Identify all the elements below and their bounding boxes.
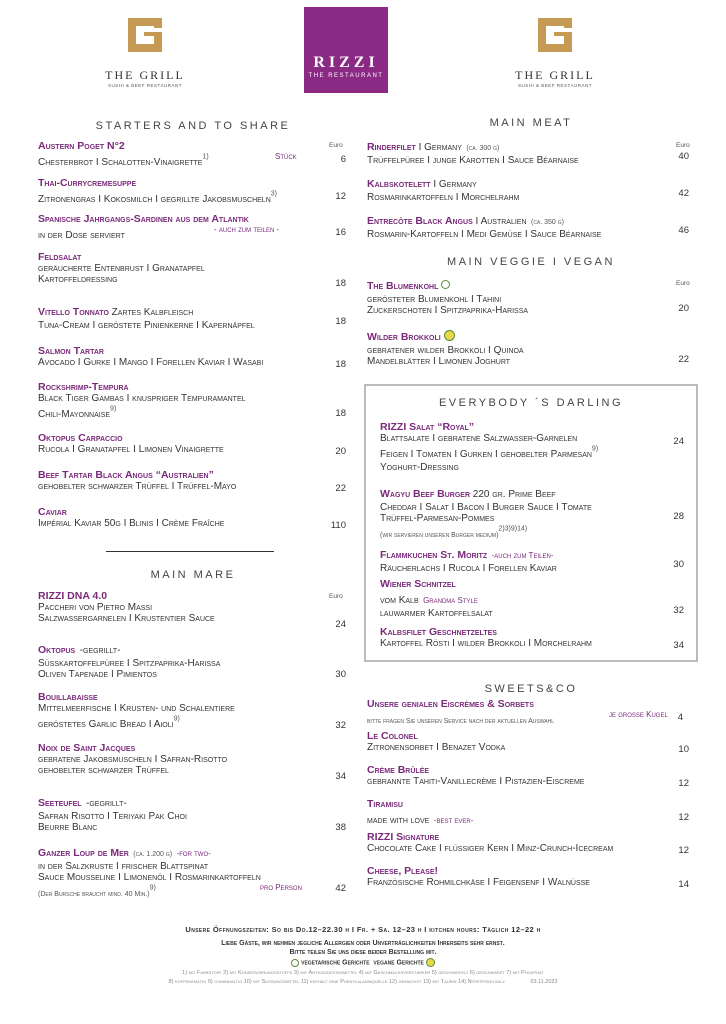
item-title: Crème Brûlée — [367, 764, 430, 776]
item-desc: Sauce Mousseline I Limonenöl I Rosmarinkartoffeln — [38, 872, 261, 883]
item-price: 20 — [678, 303, 689, 314]
item-desc: gebratene Jakobsmuscheln I Safran-Risotto — [38, 754, 228, 765]
item-desc: Blattsalate I gebratene Salzwasser-Garnelen — [380, 433, 578, 444]
item-title: Tiramisu — [367, 798, 403, 810]
item-price: 18 — [335, 359, 346, 370]
right-brand: THE GRILL — [515, 68, 595, 82]
item-note: bitte fragen Sie unseren Service nach der aktuellen Auswahl — [367, 718, 554, 725]
starters-euro: Euro — [329, 142, 343, 149]
item-price: 30 — [673, 559, 684, 570]
item-tag: -gegrillt- — [86, 798, 127, 809]
item-desc: Rosmarin-Kartoffeln I Medi Gemüse I Sauce Béarnaise — [367, 229, 602, 240]
item-price: 12 — [678, 778, 689, 789]
item-desc: Feigen I Tomaten I Gurken I gehobelter Parmesan — [380, 449, 592, 460]
menu-item — [367, 137, 689, 166]
item-price: 30 — [335, 669, 346, 680]
item-sup: 3) — [270, 190, 277, 198]
item-title: Seeteufel — [38, 797, 82, 809]
meat-heading: MAIN MEAT — [489, 117, 573, 129]
item-price: 6 — [340, 154, 346, 165]
item-tag: -best ever- — [433, 816, 474, 825]
menu-item — [38, 843, 348, 901]
menu-item — [38, 432, 348, 455]
item-price: 18 — [335, 316, 346, 327]
item-title: Feldsalat — [38, 251, 82, 263]
item-title: RIZZI Signature — [367, 831, 440, 843]
item-price: 24 — [335, 619, 346, 630]
vegetarian-leaf-icon — [441, 280, 450, 289]
item-title: Wagyu Beef Burger — [380, 488, 471, 500]
allergy-notice: Liebe Gäste, wir nehmen jegliche Allergien oder Unverträglichkeiten Ihrerseits sehr ernst. — [221, 940, 505, 947]
item-sup: 2)3)9)14) — [498, 525, 528, 533]
item-desc: Paccheri von Pietro Massi — [38, 602, 153, 613]
item-desc: Yoghurt-Dressing — [380, 462, 459, 473]
item-qty: (ca. 1.200 g) — [133, 851, 173, 858]
grill-logo-icon — [538, 18, 572, 52]
additives-list-2 — [0, 979, 726, 985]
item-price: 18 — [335, 278, 346, 289]
item-desc: vom Kalb — [380, 595, 419, 606]
sweets-heading: SWEETS&CO — [484, 683, 578, 695]
item-price: 28 — [673, 511, 684, 522]
left-sub: SUSHI & BEEF RESTAURANT — [108, 83, 182, 88]
menu-item — [380, 421, 685, 473]
menu-item — [367, 698, 689, 728]
item-desc: Beurre Blanc — [38, 822, 98, 833]
item-price: 42 — [678, 188, 689, 199]
menu-item — [38, 213, 348, 243]
item-desc: Mandelblätter I Limonen Joghurt — [367, 356, 511, 367]
item-title: Unsere genialen Eiscrèmes & Sorbets — [367, 698, 534, 710]
item-desc: Tuna-Cream I geröstete Pinienkerne I Kapernäpfel — [38, 320, 255, 331]
menu-item — [380, 626, 685, 649]
item-tag: Stück — [275, 152, 297, 161]
menu-item — [38, 640, 348, 680]
item-desc: Chili-Mayonnaise — [38, 409, 111, 420]
item-desc: Zitronengras I Kokosmilch I gegrillte Jakobsmuscheln — [38, 194, 271, 205]
item-tag: je große Kugel — [609, 710, 668, 719]
item-title: Ganzer Loup de Mer — [38, 847, 129, 859]
item-tag: -gegrillt- — [79, 645, 121, 656]
menu-item — [367, 211, 689, 240]
item-desc: Black Tiger Gambas I knuspriger Tempuramantel — [38, 393, 246, 404]
item-title: Noix de Saint Jacques — [38, 742, 136, 754]
print-date: 03.11.2023 — [530, 979, 558, 985]
item-note: (wir servieren unseren Burger medium) — [380, 532, 499, 539]
item-title: Le Colonel — [367, 730, 418, 742]
item-price: 14 — [678, 879, 689, 890]
item-price: 34 — [673, 640, 684, 651]
item-desc: gebrannte Tahiti-Vanillecrème I Pistazien-Eiscreme — [367, 776, 585, 787]
item-desc: Kartoffeldressing — [38, 274, 118, 285]
menu-item — [367, 865, 689, 888]
item-desc: Salzwassergarnelen I Krustentier Sauce — [38, 613, 215, 624]
item-title: Oktopus Carpaccio — [38, 432, 123, 444]
item-title-rest: 220 gr. Prime Beef — [470, 489, 556, 500]
item-price: 18 — [335, 408, 346, 419]
menu-item — [38, 742, 348, 782]
additives-text: 8) koffeinhaltig 9) chininhaltig 10) mit Süßungsmittel 11) enthält eine Phenylalaninquelle 12) gewachst 13) mit Taurin 14) Nitritpökelsalz — [168, 979, 505, 985]
menu-item — [367, 730, 689, 753]
section-divider — [106, 551, 274, 552]
item-title: Kalbsfilet Geschnetzeltes — [380, 626, 497, 638]
item-title: Cheese, Please! — [367, 865, 438, 877]
vegan-legend: vegane Gerichte — [373, 959, 424, 967]
item-desc: Avocado I Gurke I Mango I Forellen Kaviar I Wasabi — [38, 357, 264, 368]
item-title: Vitello Tonnato — [38, 306, 109, 318]
item-title: Thai-Currycremesuppe — [38, 177, 137, 189]
item-price: 38 — [335, 822, 346, 833]
item-title-rest: I Australien — [472, 216, 527, 227]
center-sub: THE RESTAURANT — [308, 73, 384, 79]
item-title: RIZZI Salat “Royal” — [380, 421, 475, 433]
item-sup: 9) — [591, 445, 599, 453]
menu-item — [367, 276, 689, 316]
item-title: Entrecôte Black Angus — [367, 215, 473, 227]
item-desc: Impérial Kaviar 50g I Blinis I Crème Fraîche — [38, 518, 225, 529]
item-desc: Trüffelpüree I junge Karotten I Sauce Béarnaise — [367, 155, 579, 166]
item-desc: Französische Rohmilchkäse I Feigensenf I Walnüsse — [367, 877, 590, 888]
menu-item — [38, 381, 348, 422]
item-title: Wilder Brokkoli — [367, 331, 441, 343]
item-title: Rinderfilet — [367, 141, 416, 153]
item-desc: Mittelmeerfische I Krusten- und Schalentiere — [38, 703, 235, 714]
item-price: 22 — [678, 354, 689, 365]
item-desc: Oliven Tapenade I Pimientos — [38, 669, 157, 680]
item-title: Wiener Schnitzel — [380, 578, 456, 590]
item-title: Bouillabaisse — [38, 691, 98, 703]
menu-item — [380, 545, 685, 574]
item-desc: in der Dose serviert — [38, 230, 125, 241]
item-price: 34 — [335, 771, 346, 782]
item-qty: (ca. 350 g) — [530, 219, 564, 226]
item-tag: pro Person — [260, 883, 302, 892]
item-desc: Trüffel-Parmesan-Pommes — [380, 513, 495, 524]
meat-euro: Euro — [676, 142, 690, 149]
veggie-euro: Euro — [676, 280, 690, 287]
menu-item — [38, 140, 348, 170]
menu-item — [380, 484, 685, 542]
item-desc: Chesterbrot I Schalotten-Vinaigrette — [38, 157, 203, 168]
item-desc: Rosmarinkartoffeln I Morchelrahm — [367, 192, 520, 203]
item-sup: 9) — [173, 715, 180, 723]
vegan-leaf-icon — [444, 330, 455, 341]
menu-item — [380, 578, 685, 619]
menu-item — [38, 345, 348, 368]
item-tag: -auch zum Teilen- — [491, 551, 554, 560]
item-tag: - auch zum teilen - — [214, 225, 280, 234]
item-sup: 9) — [110, 405, 117, 413]
menu-item — [367, 798, 689, 828]
item-desc: in der Salzkruste I frischer Blattspinat — [38, 861, 209, 872]
item-sup: 1) — [202, 153, 209, 161]
item-price: 40 — [678, 151, 689, 162]
item-title: Oktopus — [38, 644, 76, 656]
item-desc: gebratener wilder Brokkoli I Quinoa — [367, 345, 524, 356]
grill-logo-icon — [128, 18, 162, 52]
item-price: 10 — [678, 744, 689, 755]
item-desc: Cheddar I Salat I Bacon I Burger Sauce I Tomate — [380, 502, 592, 513]
item-price: 12 — [678, 845, 689, 856]
item-title-rest: Zartes Kalbfleisch — [108, 307, 194, 318]
item-desc: Kartoffel Rösti I wilder Brokkoli I Morchelrahm — [380, 638, 592, 649]
item-title-rest: I Germany — [430, 179, 477, 190]
menu-item — [367, 831, 689, 854]
vegan-leaf-icon — [426, 958, 435, 967]
item-title: Spanische Jahrgangs-Sardinen aus dem Atlantik — [38, 213, 249, 225]
menu-item — [38, 590, 348, 630]
item-desc: Safran Risotto I Teriyaki Pak Choi — [38, 811, 187, 822]
item-desc: Chocolate Cake I flüssiger Kern I Minz-Crunch-Icecream — [367, 843, 614, 854]
item-desc: Zuckerschoten I Spitzpaprika-Harissa — [367, 305, 529, 316]
item-desc: gerösteter Blumenkohl I Tahini — [367, 294, 502, 305]
item-tag: -for two- — [176, 849, 211, 858]
item-title: Austern Poget N°2 — [38, 140, 125, 152]
item-price: 24 — [673, 436, 684, 447]
right-logo — [538, 18, 572, 57]
item-desc: made with love — [367, 815, 430, 826]
item-desc: lauwarmer Kartoffelsalat — [380, 608, 493, 619]
vegetarian-leaf-icon — [291, 959, 299, 967]
item-title: Caviar — [38, 506, 67, 518]
item-desc: Süßkartoffelpüree I Spitzpaprika-Harissa — [38, 658, 221, 669]
item-price: 12 — [678, 812, 689, 823]
item-note: (Der Bursche braucht mind. 40 Min.) — [38, 891, 150, 898]
menu-item — [367, 764, 689, 787]
item-desc: Zitronensorbet I Benazet Vodka — [367, 742, 506, 753]
item-desc: geräucherte Entenbrust I Granatapfel — [38, 263, 205, 274]
item-price: 16 — [335, 227, 346, 238]
left-logo — [128, 18, 162, 57]
item-price: 22 — [335, 483, 346, 494]
item-title: Salmon Tartar — [38, 345, 104, 357]
item-desc: geröstetes Garlic Bread I Aioli — [38, 719, 174, 730]
item-price: 46 — [678, 225, 689, 236]
item-desc: gehobelter schwarzer Trüffel — [38, 765, 169, 776]
item-title: Flammkuchen St. Moritz — [380, 549, 488, 561]
mare-heading: MAIN MARE — [150, 569, 236, 581]
menu-item — [38, 302, 348, 331]
item-title: The Blumenkohl — [367, 280, 439, 292]
center-brand: RIZZI — [313, 54, 379, 71]
menu-item — [38, 691, 348, 732]
item-sup: 9) — [149, 884, 156, 892]
item-price: 4 — [677, 712, 683, 723]
item-price: 32 — [335, 720, 346, 731]
item-desc: gehobelter schwarzer Trüffel I Trüffel-Mayo — [38, 481, 237, 492]
mare-euro: Euro — [329, 593, 343, 600]
item-title-rest: I Germany — [415, 142, 462, 153]
menu-item — [38, 506, 348, 529]
left-brand: THE GRILL — [105, 68, 185, 82]
darling-heading: EVERYBODY ´S DARLING — [438, 397, 624, 409]
item-title: Rockshrimp-Tempura — [38, 381, 129, 393]
item-price: 20 — [335, 446, 346, 457]
additives-list: 1) mit Farbstoff 2) mit Konservierungsstoffe 3) mit Antioxidationsmittel 4) mit Geschmacksverstärker 5) geschwefelt 6) geschwärzt 7) mit Phosphat — [182, 970, 544, 976]
menu-item — [38, 793, 348, 833]
item-tag: Grandma Style — [423, 596, 478, 605]
menu-item — [367, 327, 689, 367]
item-price: 32 — [673, 605, 684, 616]
starters-heading: STARTERS AND TO SHARE — [95, 120, 291, 132]
menu-item — [367, 174, 689, 203]
item-desc: Räucherlachs I Rucola I Forellen Kaviar — [380, 563, 557, 574]
item-price: 12 — [335, 191, 346, 202]
allergy-notice-2: Bitte teilen Sie uns diese beider Bestellung mit. — [289, 949, 437, 956]
right-sub: SUSHI & BEEF RESTAURANT — [518, 83, 592, 88]
veg-legend: vegetarische Gerichte — [301, 959, 370, 967]
diet-legend — [0, 958, 726, 967]
opening-hours: Unsere Öffnungszeiten: So bis Do.12–22.30 h I Fr. + Sa. 12–23 h I kitchen hours: Täglich 12–22 h — [185, 925, 541, 934]
item-price: 42 — [335, 883, 346, 894]
item-desc: Rucola I Granatapfel I Limonen Vinaigrette — [38, 444, 224, 455]
item-qty: (ca. 300 g) — [466, 145, 500, 152]
veggie-heading: MAIN VEGGIE I VEGAN — [447, 256, 615, 268]
rizzi-logo — [304, 7, 388, 93]
menu-item — [38, 177, 348, 207]
menu-item — [38, 469, 348, 492]
item-title: RIZZI DNA 4.0 — [38, 590, 108, 602]
item-title: Beef Tartar Black Angus “Australien” — [38, 469, 214, 481]
item-price: 110 — [330, 520, 346, 531]
menu-item — [38, 251, 348, 289]
item-title: Kalbskotelett — [367, 178, 431, 190]
